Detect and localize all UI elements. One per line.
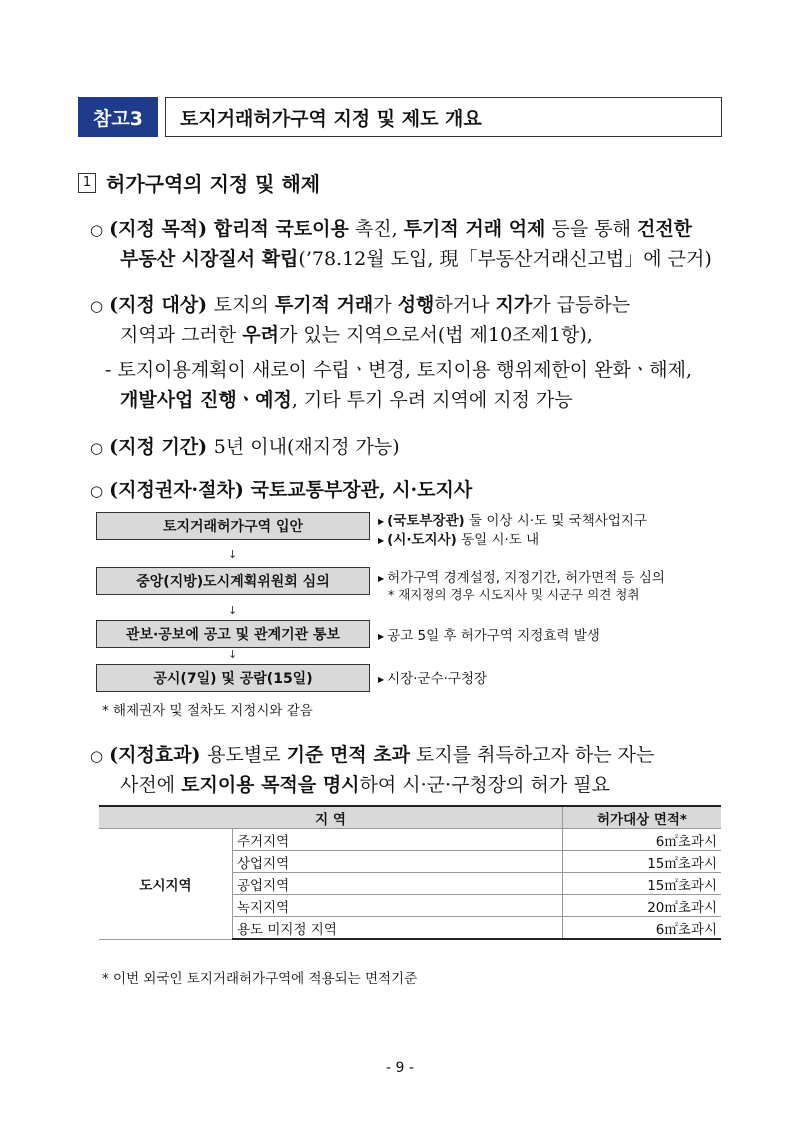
table-cell-size: 15㎡초과시	[563, 851, 722, 873]
bullet-period: ○ (지정 기간) 5년 이내(재지정 가능)	[90, 436, 400, 458]
table-cell-zone: 상업지역	[233, 851, 563, 873]
bullet-effect-line2: 사전에 토지이용 목적을 명시하여 시·군·구청장의 허가 필요	[120, 774, 610, 796]
down-arrow-icon: ↓	[228, 604, 238, 617]
bullet-purpose-line2: 부동산 시장질서 확립(’78.12월 도입, 現「부동산거래신고법」에 근거)	[120, 248, 712, 270]
table-group-cell: 도시지역	[99, 829, 233, 940]
table-cell-size: 15㎡초과시	[563, 873, 722, 895]
bullet-purpose-line1: ○ (지정 목적) 합리적 국토이용 촉진, 투기적 거래 억제 등을 통해 건전한	[90, 218, 693, 240]
page-title: 토지거래허가구역 지정 및 제도 개요	[165, 97, 722, 137]
table-cell-size: 20㎡초과시	[563, 895, 722, 917]
down-arrow-icon: ↓	[228, 648, 238, 661]
flow-note-4: ▶ 시장·군수·구청장	[378, 671, 488, 687]
flow-note-3: ▶ 공고 5일 후 허가구역 지정효력 발생	[378, 628, 600, 644]
table-cell-zone: 주거지역	[233, 829, 563, 851]
bullet-target-dash2: 개발사업 진행ㆍ예정, 기타 투기 우려 지역에 지정 가능	[120, 389, 573, 411]
table-cell-zone: 용도 미지정 지역	[233, 917, 563, 940]
triangle-bullet-icon: ▶	[378, 535, 385, 545]
table-cell-zone: 공업지역	[233, 873, 563, 895]
circle-bullet-icon: ○	[90, 221, 104, 239]
circle-bullet-icon: ○	[90, 747, 104, 765]
circle-bullet-icon: ○	[90, 297, 104, 315]
triangle-bullet-icon: ▶	[378, 516, 385, 526]
circle-bullet-icon: ○	[90, 439, 104, 457]
flow-note-2: ▶ 허가구역 경계설정, 지정기간, 허가면적 등 심의	[378, 570, 665, 586]
section-number: 1	[78, 173, 96, 193]
bullet-target-dash1: - 토지이용계획이 새로이 수립ㆍ변경, 토지이용 행위제한이 완화ㆍ해제,	[105, 359, 693, 381]
table-header-size: 허가대상 면적*	[563, 806, 722, 829]
flow-note-1b: ▶ (시·도지사) 동일 시·도 내	[378, 532, 540, 548]
triangle-bullet-icon: ▶	[378, 573, 385, 583]
table-cell-zone: 녹지지역	[233, 895, 563, 917]
reference-tag: 참고3	[78, 97, 158, 137]
flow-footnote: * 해제권자 및 절차도 지정시와 같음	[102, 703, 313, 719]
circle-bullet-icon: ○	[90, 482, 104, 500]
section-title: 허가구역의 지정 및 해제	[106, 172, 321, 196]
flow-step-1: 토지거래허가구역 입안	[96, 512, 370, 540]
bullet-target-line1: ○ (지정 대상) 토지의 투기적 거래가 성행하거나 지가가 급등하는	[90, 294, 631, 316]
section-heading	[78, 168, 320, 197]
table-row	[99, 829, 721, 851]
permit-area-table	[99, 805, 721, 940]
table-cell-size: 6㎡초과시	[563, 917, 722, 940]
table-cell-size: 6㎡초과시	[563, 829, 722, 851]
triangle-bullet-icon: ▶	[378, 674, 385, 684]
flow-step-4: 공시(7일) 및 공람(15일)	[96, 664, 370, 692]
table-header-area: 지 역	[99, 806, 563, 829]
triangle-bullet-icon: ▶	[378, 631, 385, 641]
flow-step-2: 중앙(지방)도시계획위원회 심의	[96, 567, 370, 595]
bullet-authority: ○ (지정권자·절차) 국토교통부장관, 시·도지사	[90, 479, 473, 501]
flow-note-2-sub: * 재지정의 경우 시도지사 및 시군구 의견 청취	[388, 587, 640, 602]
page-number: - 9 -	[386, 1060, 414, 1076]
page-header	[78, 97, 722, 137]
table-header-row	[99, 806, 721, 829]
flow-note-1a: ▶ (국토부장관) 둘 이상 시·도 및 국책사업지구	[378, 513, 647, 529]
bullet-effect-line1: ○ (지정효과) 용도별로 기준 면적 초과 토지를 취득하고자 하는 자는	[90, 744, 655, 766]
down-arrow-icon: ↓	[228, 548, 238, 561]
flow-step-3: 관보·공보에 공고 및 관계기관 통보	[96, 620, 370, 648]
bullet-target-line2: 지역과 그러한 우려가 있는 지역으로서(법 제10조제1항),	[120, 324, 593, 346]
table-footnote: * 이번 외국인 토지거래허가구역에 적용되는 면적기준	[102, 971, 418, 987]
